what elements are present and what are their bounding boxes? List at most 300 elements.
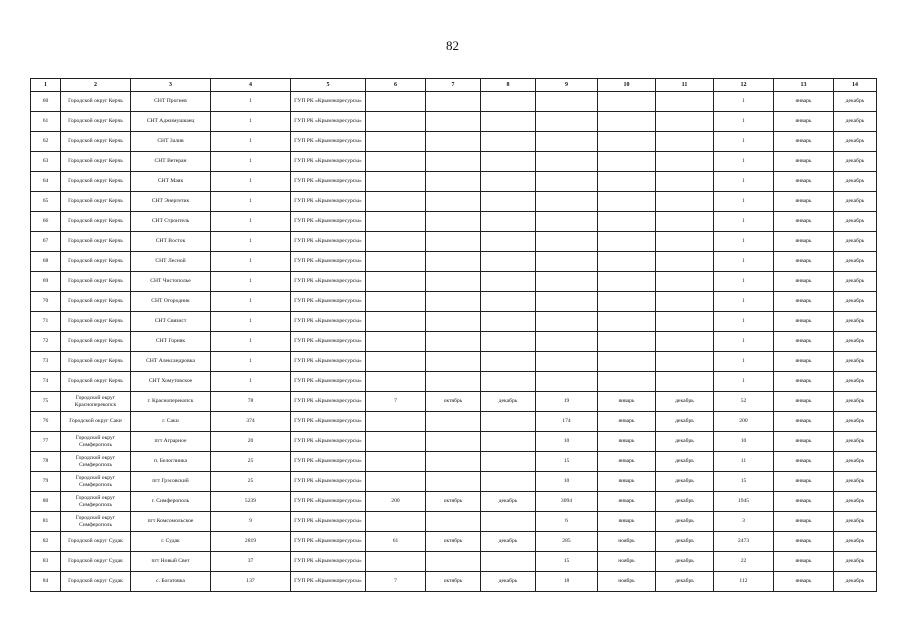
table-cell (481, 252, 536, 272)
table-cell: СНТ Александровка (131, 352, 211, 372)
table-cell (598, 132, 656, 152)
table-cell (426, 372, 481, 392)
table-cell (656, 152, 714, 172)
table-cell: 1 (714, 292, 774, 312)
table-cell (481, 372, 536, 392)
table-row (31, 332, 877, 352)
table-cell: ГУП РК «Крымэкоресурсы» (291, 212, 366, 232)
table-cell: декабрь (834, 512, 877, 532)
table-cell: ГУП РК «Крымэкоресурсы» (291, 572, 366, 592)
table-cell (481, 152, 536, 172)
table-cell: ГУП РК «Крымэкоресурсы» (291, 352, 366, 372)
table-cell: Городской округ Судак (61, 572, 131, 592)
table-cell (426, 332, 481, 352)
table-cell (536, 92, 598, 112)
table-cell: ГУП РК «Крымэкоресурсы» (291, 252, 366, 272)
table-cell (598, 212, 656, 232)
table-cell: октябрь (426, 532, 481, 552)
table-cell: Городской округ Керчь (61, 332, 131, 352)
table-cell: ГУП РК «Крымэкоресурсы» (291, 232, 366, 252)
table-cell: 81 (31, 512, 61, 532)
table-cell (426, 292, 481, 312)
table-cell: декабрь (481, 532, 536, 552)
table-cell: СНТ Связист (131, 312, 211, 332)
table-cell (598, 92, 656, 112)
table-cell: декабрь (834, 412, 877, 432)
table-cell: 84 (31, 572, 61, 592)
table-cell (366, 92, 426, 112)
table-cell: СНТ Огородник (131, 292, 211, 312)
table-cell (656, 232, 714, 252)
table-cell: 1 (211, 352, 291, 372)
table-cell: январь (774, 432, 834, 452)
table-cell: январь (774, 532, 834, 552)
table-cell: декабрь (834, 492, 877, 512)
table-cell: 73 (31, 352, 61, 372)
table-cell: 82 (31, 532, 61, 552)
table-cell: 1 (211, 312, 291, 332)
table-cell: ГУП РК «Крымэкоресурсы» (291, 472, 366, 492)
table-cell: 1 (211, 372, 291, 392)
table-cell: 25 (211, 452, 291, 472)
column-header: 12 (714, 79, 774, 92)
column-header: 10 (598, 79, 656, 92)
table-row (31, 272, 877, 292)
table-row (31, 92, 877, 112)
table-cell: 1 (211, 292, 291, 312)
table-cell: январь (774, 232, 834, 252)
table-cell: СНТ Энергетик (131, 192, 211, 212)
table-cell: 1 (714, 352, 774, 372)
table-cell: 60 (31, 92, 61, 112)
table-row (31, 432, 877, 452)
table-row (31, 352, 877, 372)
table-cell: ноябрь (598, 552, 656, 572)
table-cell (656, 352, 714, 372)
table-cell: 19 (536, 392, 598, 412)
table-cell (426, 272, 481, 292)
table-cell: 63 (31, 152, 61, 172)
table-cell (366, 432, 426, 452)
table-cell: ГУП РК «Крымэкоресурсы» (291, 112, 366, 132)
header-row (31, 79, 877, 92)
table-cell: 74 (31, 372, 61, 392)
table-cell: СНТ Хомутовское (131, 372, 211, 392)
table-cell: Городской округ Керчь (61, 112, 131, 132)
table-cell (656, 192, 714, 212)
table-cell: ГУП РК «Крымэкоресурсы» (291, 412, 366, 432)
table-cell: Городской округ Керчь (61, 172, 131, 192)
table-cell: январь (598, 392, 656, 412)
table-row (31, 292, 877, 312)
table-cell: СНТ Аджимушкаец (131, 112, 211, 132)
table-cell (366, 312, 426, 332)
table-cell: 10 (714, 432, 774, 452)
table-cell: январь (774, 292, 834, 312)
table-cell: декабрь (834, 352, 877, 372)
table-cell: 2473 (714, 532, 774, 552)
table-cell: 67 (31, 232, 61, 252)
table-cell: СНТ Ветеран (131, 152, 211, 172)
table-cell: ГУП РК «Крымэкоресурсы» (291, 392, 366, 412)
table-cell: 1 (714, 312, 774, 332)
table-cell: СНТ Чистополье (131, 272, 211, 292)
table-cell: январь (774, 352, 834, 372)
table-cell (598, 192, 656, 212)
table-cell: декабрь (834, 432, 877, 452)
column-header: 9 (536, 79, 598, 92)
table-cell: 72 (31, 332, 61, 352)
column-header: 5 (291, 79, 366, 92)
table-cell: январь (774, 472, 834, 492)
table-cell (366, 212, 426, 232)
table-cell: 1 (714, 252, 774, 272)
table-cell: 70 (31, 292, 61, 312)
table-cell: декабрь (656, 492, 714, 512)
table-row (31, 552, 877, 572)
table-cell (366, 292, 426, 312)
table-cell: январь (774, 172, 834, 192)
table-cell: декабрь (834, 252, 877, 272)
table-cell (481, 112, 536, 132)
table-cell: Городской округ Керчь (61, 92, 131, 112)
table-cell: 3 (714, 512, 774, 532)
table-cell: 80 (31, 492, 61, 512)
table-cell: Городской округ Судак (61, 532, 131, 552)
table-cell: 1 (714, 332, 774, 352)
table-cell: Городской округ Симферополь (61, 492, 131, 512)
table-cell: ГУП РК «Крымэкоресурсы» (291, 512, 366, 532)
table-cell: пгт Комсомольское (131, 512, 211, 532)
table-cell: Городской округ Керчь (61, 272, 131, 292)
table-row (31, 232, 877, 252)
table-cell: 78 (31, 452, 61, 472)
table-cell (426, 112, 481, 132)
table-cell (598, 352, 656, 372)
table-cell: январь (774, 392, 834, 412)
table-cell (481, 232, 536, 252)
table-cell: ГУП РК «Крымэкоресурсы» (291, 272, 366, 292)
table-cell: ГУП РК «Крымэкоресурсы» (291, 532, 366, 552)
column-header: 7 (426, 79, 481, 92)
table-cell: октябрь (426, 572, 481, 592)
table-cell (536, 332, 598, 352)
table-cell (536, 312, 598, 332)
table-cell: 1 (211, 332, 291, 352)
table-cell: 10 (536, 472, 598, 492)
table-cell: Городской округ Керчь (61, 352, 131, 372)
table-cell (426, 132, 481, 152)
table-cell (366, 472, 426, 492)
table-cell: декабрь (656, 572, 714, 592)
table-cell (656, 132, 714, 152)
table-cell: январь (598, 492, 656, 512)
column-header: 8 (481, 79, 536, 92)
table-cell: декабрь (656, 552, 714, 572)
table-cell (366, 372, 426, 392)
table-cell: Городской округ Керчь (61, 192, 131, 212)
table-cell (481, 512, 536, 532)
table-cell: 76 (31, 412, 61, 432)
table-cell (598, 232, 656, 252)
table-row (31, 412, 877, 432)
table-cell (426, 472, 481, 492)
table-cell: 1 (714, 372, 774, 392)
table-cell: декабрь (834, 212, 877, 232)
table-cell: Городской округ Керчь (61, 232, 131, 252)
table-cell: октябрь (426, 392, 481, 412)
column-header: 11 (656, 79, 714, 92)
table-cell (598, 152, 656, 172)
table-cell: ГУП РК «Крымэкоресурсы» (291, 492, 366, 512)
table-cell: январь (774, 572, 834, 592)
table-row (31, 492, 877, 512)
table-cell: 137 (211, 572, 291, 592)
table-cell: 1 (211, 232, 291, 252)
table-cell: 1 (714, 212, 774, 232)
table-body (31, 92, 877, 592)
table-cell: Городской округ Симферополь (61, 472, 131, 492)
table-cell (366, 252, 426, 272)
table-cell: декабрь (656, 532, 714, 552)
table-cell: январь (774, 132, 834, 152)
table-cell (598, 112, 656, 132)
table-cell: январь (598, 432, 656, 452)
table-cell: 78 (211, 392, 291, 412)
table-cell: СНТ Маяк (131, 172, 211, 192)
table-cell (536, 372, 598, 392)
table-cell (656, 212, 714, 232)
table-cell: 2819 (211, 532, 291, 552)
table-cell (366, 172, 426, 192)
table-cell: пгт Аграрное (131, 432, 211, 452)
table-cell: 3094 (536, 492, 598, 512)
table-cell: Городской округ Симферополь (61, 452, 131, 472)
table-cell: 1 (714, 112, 774, 132)
table-cell: 1 (714, 92, 774, 112)
column-header: 3 (131, 79, 211, 92)
table-cell: декабрь (656, 392, 714, 412)
table-cell: 200 (714, 412, 774, 432)
table-row (31, 132, 877, 152)
table-cell: 1 (211, 132, 291, 152)
table-row (31, 112, 877, 132)
table-cell: декабрь (481, 492, 536, 512)
table-cell: СНТ Горняк (131, 332, 211, 352)
table-cell: Городской округ Керчь (61, 252, 131, 272)
table-cell: 18 (536, 572, 598, 592)
table-cell (366, 412, 426, 432)
table-row (31, 452, 877, 472)
table-cell: ноябрь (598, 572, 656, 592)
table-cell (366, 452, 426, 472)
table-cell: ГУП РК «Крымэкоресурсы» (291, 372, 366, 392)
table-cell: декабрь (656, 452, 714, 472)
table-cell: январь (774, 272, 834, 292)
table-cell: декабрь (834, 452, 877, 472)
column-header: 13 (774, 79, 834, 92)
table-cell: ГУП РК «Крымэкоресурсы» (291, 192, 366, 212)
table-cell (481, 352, 536, 372)
table-cell: 374 (211, 412, 291, 432)
table-cell (656, 372, 714, 392)
table-cell (656, 92, 714, 112)
table-cell: 61 (366, 532, 426, 552)
table-cell: 22 (714, 552, 774, 572)
table-row (31, 472, 877, 492)
table-cell: ГУП РК «Крымэкоресурсы» (291, 312, 366, 332)
table-cell: декабрь (834, 312, 877, 332)
table-cell: декабрь (834, 532, 877, 552)
table-cell: декабрь (834, 112, 877, 132)
table-row (31, 192, 877, 212)
table-cell: 64 (31, 172, 61, 192)
table-cell: январь (774, 552, 834, 572)
table-cell (536, 352, 598, 372)
table-cell: СНТ Строитель (131, 212, 211, 232)
table-cell: декабрь (656, 512, 714, 532)
table-cell: январь (774, 252, 834, 272)
table-cell: декабрь (834, 192, 877, 212)
column-header: 2 (61, 79, 131, 92)
table-cell (426, 172, 481, 192)
table-cell: январь (774, 332, 834, 352)
table-cell: январь (774, 372, 834, 392)
table-cell: 200 (366, 492, 426, 512)
table-cell: январь (774, 92, 834, 112)
table-cell: ГУП РК «Крымэкоресурсы» (291, 452, 366, 472)
table-cell: Городской округ Керчь (61, 152, 131, 172)
table-cell: январь (774, 412, 834, 432)
table-cell: ГУП РК «Крымэкоресурсы» (291, 172, 366, 192)
table-cell: 1 (211, 112, 291, 132)
table-cell: 37 (211, 552, 291, 572)
column-header: 14 (834, 79, 877, 92)
table-cell (656, 272, 714, 292)
table-cell: Городской округ Керчь (61, 312, 131, 332)
table-row (31, 512, 877, 532)
table-cell (536, 292, 598, 312)
table-cell (598, 312, 656, 332)
table-cell (426, 92, 481, 112)
table-cell (481, 92, 536, 112)
table-cell: СНТ Восток (131, 232, 211, 252)
table-cell: 15 (714, 472, 774, 492)
table-cell (426, 512, 481, 532)
table-cell: пгт Новый Свет (131, 552, 211, 572)
table-cell: январь (598, 472, 656, 492)
table-cell (598, 292, 656, 312)
table-cell: январь (774, 192, 834, 212)
table-cell: Городской округ Керчь (61, 292, 131, 312)
table-cell: декабрь (834, 152, 877, 172)
table-cell: Городской округ Керчь (61, 212, 131, 232)
table-cell (426, 312, 481, 332)
table-cell (656, 312, 714, 332)
table-cell: 10 (536, 432, 598, 452)
table-row (31, 392, 877, 412)
table-cell (481, 332, 536, 352)
table-cell: г. Красноперекопск (131, 392, 211, 412)
table-cell: январь (598, 412, 656, 432)
table-cell: СНТ Залив (131, 132, 211, 152)
table-cell: г. Симферополь (131, 492, 211, 512)
table-cell (426, 552, 481, 572)
table-cell: Городской округ Керчь (61, 372, 131, 392)
table-cell: с. Богатовка (131, 572, 211, 592)
table-cell: 66 (31, 212, 61, 232)
table-cell: январь (598, 452, 656, 472)
table-cell: 1 (714, 192, 774, 212)
table-cell: Городской округ Красноперекопск (61, 392, 131, 412)
table-cell: январь (774, 452, 834, 472)
table-cell (536, 272, 598, 292)
table-cell: декабрь (834, 332, 877, 352)
table-cell: декабрь (656, 432, 714, 452)
table-cell (656, 172, 714, 192)
table-cell: 112 (714, 572, 774, 592)
table-cell (366, 332, 426, 352)
table-cell (426, 212, 481, 232)
table-cell: 1 (714, 272, 774, 292)
column-header: 4 (211, 79, 291, 92)
table-row (31, 372, 877, 392)
column-header: 6 (366, 79, 426, 92)
table-cell: декабрь (656, 472, 714, 492)
table-cell: 174 (536, 412, 598, 432)
table-cell: ГУП РК «Крымэкоресурсы» (291, 92, 366, 112)
table-cell: 285 (536, 532, 598, 552)
table-cell: 7 (366, 572, 426, 592)
table-cell: п. Белоглинка (131, 452, 211, 472)
table-cell: декабрь (834, 552, 877, 572)
table-cell: декабрь (481, 392, 536, 412)
table-cell (366, 352, 426, 372)
table-cell: 7 (366, 392, 426, 412)
table-row (31, 152, 877, 172)
table-cell: 1945 (714, 492, 774, 512)
table-cell (366, 552, 426, 572)
table-cell: 1 (714, 172, 774, 192)
table-cell: 71 (31, 312, 61, 332)
table-row (31, 212, 877, 232)
table-cell: январь (774, 312, 834, 332)
table-row (31, 172, 877, 192)
table-row (31, 312, 877, 332)
column-header: 1 (31, 79, 61, 92)
table-cell: Городской округ Судак (61, 552, 131, 572)
table-cell (426, 412, 481, 432)
table-cell (481, 132, 536, 152)
table-cell: 15 (536, 452, 598, 472)
table-cell (366, 232, 426, 252)
table-cell (481, 272, 536, 292)
table-cell (481, 172, 536, 192)
table-cell: 1 (211, 212, 291, 232)
table-cell: декабрь (834, 572, 877, 592)
table-cell (536, 212, 598, 232)
table-cell: 1 (211, 92, 291, 112)
table-cell (598, 272, 656, 292)
table-cell (426, 452, 481, 472)
table-cell (481, 452, 536, 472)
table-cell: ГУП РК «Крымэкоресурсы» (291, 432, 366, 452)
table-cell: 15 (536, 552, 598, 572)
table-cell: 25 (211, 472, 291, 492)
table-cell: 68 (31, 252, 61, 272)
table-cell: январь (774, 492, 834, 512)
table-cell: 1 (211, 192, 291, 212)
